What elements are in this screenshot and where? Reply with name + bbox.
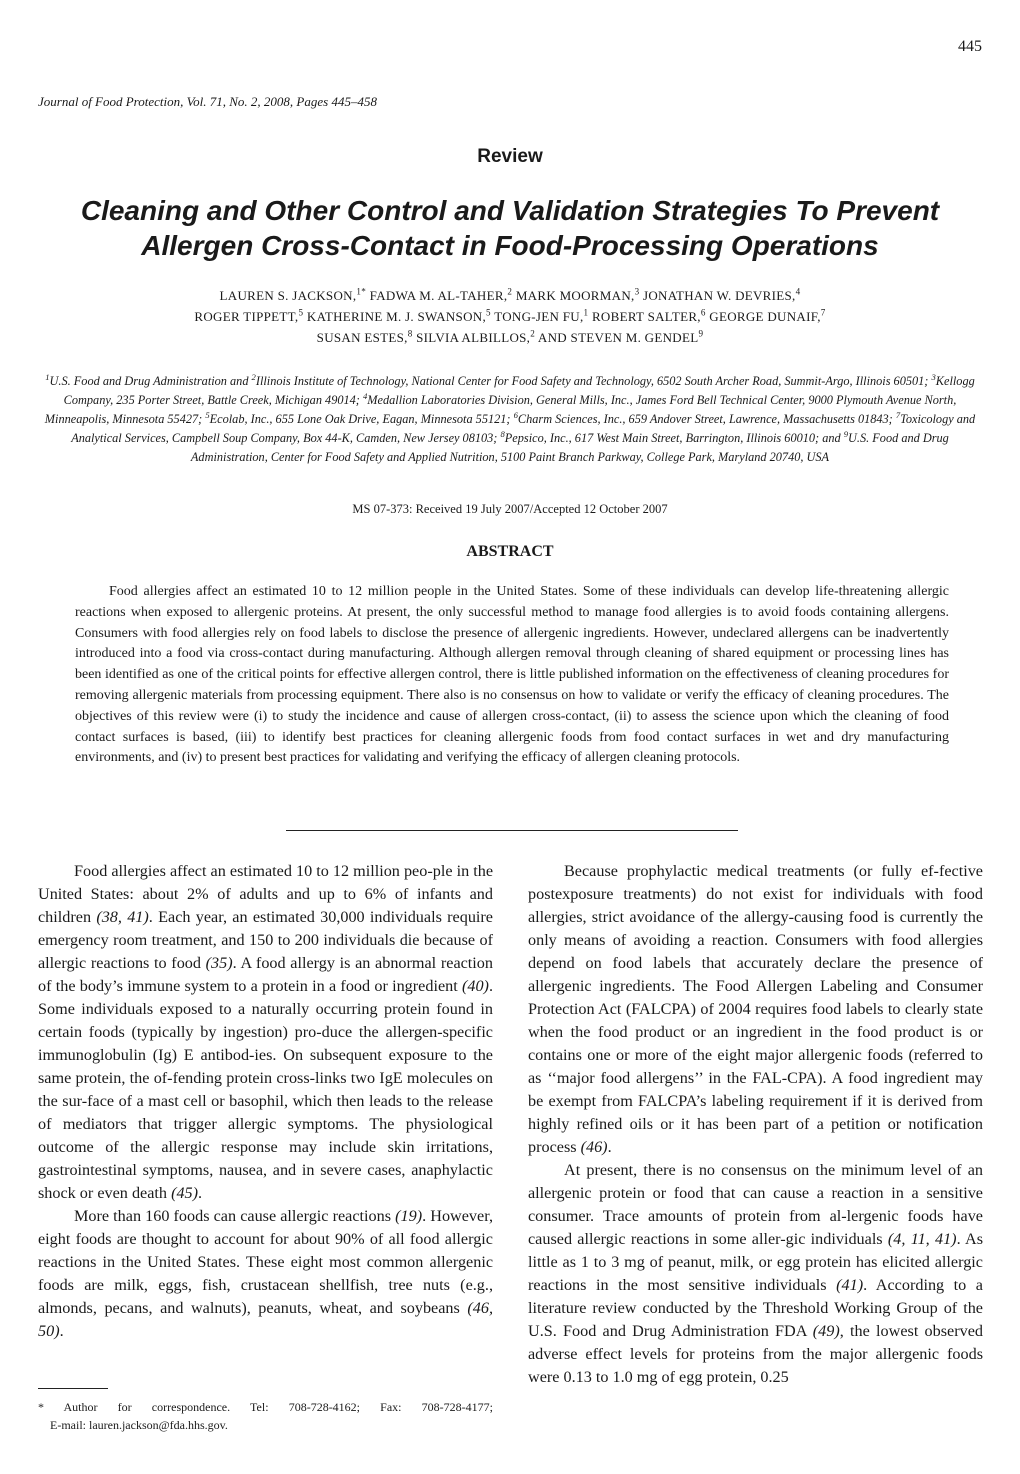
- author-affiliation-mark: 8: [407, 328, 413, 339]
- footnote: [38, 1398, 493, 1434]
- author-name: SUSAN ESTES,: [316, 330, 408, 345]
- citation-ref: (4, 11, 41): [887, 1230, 957, 1248]
- abstract-heading: ABSTRACT: [466, 543, 554, 560]
- affiliation-mark: 8: [500, 428, 505, 439]
- body-text: .: [59, 1322, 64, 1340]
- body-text: . As little as 1 to 3 mg of peanut, milk, or egg protein has elicited allergic reactions in the most sensitive individuals: [528, 1230, 983, 1294]
- citation-ref: (35): [205, 954, 233, 972]
- author-affiliation-mark: 7: [820, 307, 826, 318]
- footnote-contact: * Author for correspondence. Tel: 708-728-4162; Fax: 708-728-4177;: [38, 1400, 493, 1414]
- affiliation-text: Illinois Institute of Technology, National Center for Food Safety and Technology, 6502 South Archer Road, Summit-Argo, Illinois 60501;: [255, 374, 932, 388]
- manuscript-dates: MS 07-373: Received 19 July 2007/Accepted 12 October 2007: [352, 502, 668, 516]
- author-name: GEORGE DUNAIF,: [709, 309, 821, 324]
- author-affiliation-mark: 5: [298, 307, 304, 318]
- author-name: JONATHAN W. DEVRIES,: [642, 288, 796, 303]
- author-name: MARK MOORMAN,: [515, 288, 635, 303]
- affiliation-mark: 4: [362, 390, 368, 401]
- body-text: More than 160 foods can cause allergic reactions: [74, 1207, 396, 1225]
- author-affiliation-mark: 6: [700, 307, 706, 318]
- affiliation-mark: 1: [45, 371, 50, 382]
- affiliations: [38, 372, 982, 467]
- body-text: .: [607, 1138, 612, 1156]
- page-number: 445: [958, 38, 982, 55]
- citation-ref: (46): [580, 1138, 608, 1156]
- author-affiliation-mark: 4: [795, 286, 801, 297]
- journal-citation: Journal of Food Protection, Vol. 71, No. 2, 2008, Pages 445–458: [38, 94, 377, 109]
- author-affiliation-mark: 3: [634, 286, 640, 297]
- author-affiliation-mark: 9: [698, 328, 704, 339]
- author-list: [30, 285, 990, 348]
- author-name: LAUREN S. JACKSON,: [219, 288, 357, 303]
- body-text: . Some individuals exposed to a naturally occurring protein found in certain foods (typically by ingestion) pro-duce the allergen-specific immunoglobulin (Ig) E antibod-ies. On subsequent exposure to the same protein, the of-fending protein cross-links two IgE molecules on the sur-face of a mast cell or basophil, which then leads to the release of mediators that trigger allergic symptoms. The physiological outcome of the allergic response may include skin irritations, gastrointestinal symptoms, nausea, and in severe cases, anaphylactic shock or even death: [38, 977, 493, 1202]
- section-label: Review: [477, 146, 543, 167]
- author-name: KATHERINE M. J. SWANSON,: [306, 309, 487, 324]
- author-name: TONG-JEN FU,: [494, 309, 584, 324]
- author-affiliation-mark: 5: [486, 307, 491, 318]
- citation-ref: (46, 50): [38, 1299, 493, 1340]
- affiliation-text: Pepsico, Inc., 617 West Main Street, Barrington, Illinois 60010; and: [504, 431, 844, 445]
- author-name: AND STEVEN M. GENDEL: [537, 330, 699, 345]
- body-text: . However, eight foods are thought to account for about 90% of all food allergic reactions in the United States. These eight most common allergenic foods are milk, eggs, fish, crustacean shellfish, tree nuts (e.g., almonds, pecans, and walnuts), peanuts, wheat, and soybeans: [38, 1207, 493, 1317]
- body-column-right: [528, 860, 983, 1389]
- affiliation-mark: 9: [843, 428, 849, 439]
- body-paragraph: [38, 1205, 493, 1343]
- affiliation-text: Ecolab, Inc., 655 Lone Oak Drive, Eagan, Minnesota 55121;: [209, 412, 514, 426]
- section-divider: [286, 830, 738, 831]
- citation-ref: (19): [395, 1207, 423, 1225]
- affiliation-mark: 7: [895, 409, 901, 420]
- body-text: . According to a literature review conducted by the Threshold Working Group of the U.S. Food and Drug Administration FDA: [528, 1276, 983, 1340]
- affiliation-mark: 3: [931, 371, 936, 382]
- affiliation-text: U.S. Food and Drug Administration, Center for Food Safety and Applied Nutrition, 5100 Paint Branch Parkway, College Park, Maryland 20740, USA: [190, 431, 949, 464]
- footnote-divider: [38, 1388, 108, 1389]
- citation-ref: (40): [461, 977, 489, 995]
- affiliation-mark: 5: [205, 409, 210, 420]
- footnote-email: E-mail: lauren.jackson@fda.hhs.gov.: [50, 1418, 228, 1432]
- body-text: , the lowest observed adverse effect levels for proteins from the major allergenic foods were 0.13 to 1.0 mg of egg protein, 0.25: [528, 1322, 983, 1386]
- body-text: At present, there is no consensus on the minimum level of an allergenic protein or food that can cause a reaction in a sensitive consumer. Trace amounts of protein from al-lergenic foods have caused allergic reactions in some aller-gic individuals: [528, 1161, 983, 1248]
- citation-ref: (41): [836, 1276, 864, 1294]
- author-affiliation-mark: 1*: [356, 286, 367, 297]
- author-name: ROGER TIPPETT,: [194, 309, 299, 324]
- author-name: FADWA M. AL-TAHER,: [369, 288, 508, 303]
- citation-ref: (49): [812, 1322, 840, 1340]
- affiliation-text: Toxicology and Analytical Services, Campbell Soup Company, Box 44-K, Camden, New Jersey 08103;: [71, 412, 976, 445]
- body-text: . Each year, an estimated 30,000 individuals require emergency room treatment, and 150 to 200 individuals die because of allergic reactions to food: [38, 908, 493, 972]
- body-column-left: [38, 860, 493, 1343]
- citation-ref: (38, 41): [96, 908, 149, 926]
- author-name: ROBERT SALTER,: [591, 309, 701, 324]
- author-name: SILVIA ALBILLOS,: [416, 330, 531, 345]
- body-text: .: [198, 1184, 203, 1202]
- author-affiliation-mark: 1: [583, 307, 589, 318]
- affiliation-text: Medallion Laboratories Division, General Mills, Inc., James Ford Bell Technical Center, 9000 Plymouth Avenue North, Minneapolis, Minnesota 55427;: [44, 393, 957, 426]
- body-paragraph: [528, 1159, 983, 1389]
- article-title: Cleaning and Other Control and Validation Strategies To Prevent Allergen Cross-Contact in Food-Processing Operations: [80, 195, 940, 261]
- abstract-text: Food allergies affect an estimated 10 to 12 million people in the United States. Some of these individuals can develop life-threatening allergic reactions when exposed to allergenic proteins. At present, the only successful method to manage food allergies is to avoid foods containing allergens. Consumers with food allergies rely on food labels to disclose the presence of allergenic ingredients. However, undeclared allergens can be inadvertently introduced into a food via cross-contact during manufacturing. Although allergen removal through cleaning of shared equipment or processing lines has been identified as one of the critical points for effective allergen control, there is little published information on the effectiveness of cleaning procedures for removing allergenic materials from processing equipment. There also is no consensus on how to validate or verify the efficacy of cleaning procedures. The objectives of this review were (i) to study the incidence and cause of allergen cross-contact, (ii) to assess the science upon which the cleaning of food contact surfaces is based, (iii) to identify best practices for cleaning allergenic foods from food contact surfaces in wet and dry manufacturing environments, and (iv) to present best practices for validating and verifying the efficacy of allergen cleaning protocols.: [75, 584, 949, 766]
- author-affiliation-mark: 2: [507, 286, 513, 297]
- body-paragraph: [38, 860, 493, 1205]
- affiliation-mark: 2: [251, 371, 256, 382]
- affiliation-text: Charm Sciences, Inc., 659 Andover Street, Lawrence, Massachusetts 01843;: [517, 412, 896, 426]
- body-text: Because prophylactic medical treatments (or fully ef-fective postexposure treatments) do not exist for individuals with food allergies, strict avoidance of the allergy-causing food is currently the only means of avoiding a reaction. Consumers with food allergies depend on food labels that accurately declare the presence of allergenic ingredients. The Food Allergen Labeling and Consumer Protection Act (FALCPA) of 2004 requires food labels to clearly state when the food product or an ingredient in the food product is or contains one or more of the eight major allergenic foods (referred to as ‘‘major food allergens’’ in the FAL-CPA). A food ingredient may be exempt from FALCPA’s labeling requirement if it is derived from highly refined oils or it has been part of a petition or notification process: [528, 862, 983, 1156]
- affiliation-mark: 6: [513, 409, 518, 420]
- body-paragraph: [528, 860, 983, 1159]
- author-affiliation-mark: 2: [530, 328, 536, 339]
- affiliation-text: U.S. Food and Drug Administration and: [49, 374, 252, 388]
- body-text: Food allergies affect an estimated 10 to 12 million peo-ple in the United States: about 2% of adults and up to 6% of infants and children: [38, 862, 493, 926]
- affiliation-text: Kellogg Company, 235 Porter Street, Battle Creek, Michigan 49014;: [63, 374, 975, 407]
- citation-ref: (45): [171, 1184, 199, 1202]
- body-text: . A food allergy is an abnormal reaction of the body’s immune system to a protein in a food or ingredient: [38, 954, 493, 995]
